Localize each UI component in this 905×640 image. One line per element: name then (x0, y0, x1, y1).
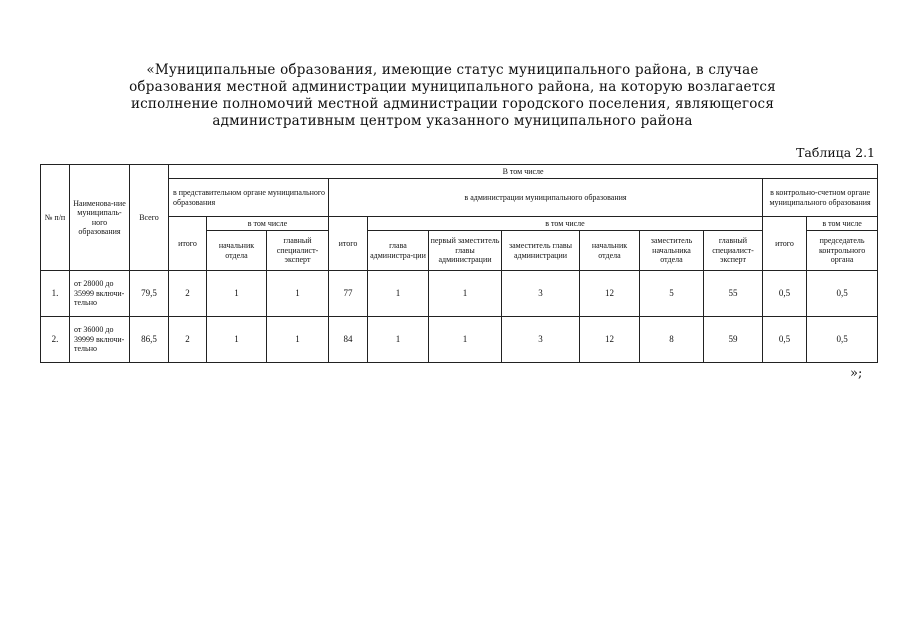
header-admin-including: в том числе (368, 217, 763, 231)
header-control-including: в том числе (807, 217, 878, 231)
cell-admin-deputy-head-dept: 8 (640, 317, 704, 363)
header-control-chair: председатель контрольного органа (807, 231, 878, 271)
heading-line: исполнение полномочий местной администрации городского поселения, являющегося (130, 96, 775, 112)
header-admin-head-dept: начальник отдела (580, 231, 640, 271)
cell-rep-total: 2 (169, 271, 207, 317)
cell-admin-head: 1 (368, 317, 429, 363)
header-admin-total: итого (329, 217, 368, 271)
cell-control-chair: 0,5 (807, 271, 878, 317)
header-group-control: в контрольно-счетном органе муниципального образования (763, 179, 878, 217)
heading-line: административным центром указанного муниципального района (212, 113, 693, 129)
header-rep-chief-spec: главный специалист-эксперт (267, 231, 329, 271)
header-including: В том числе (169, 165, 878, 179)
cell-admin-deputy: 3 (502, 317, 580, 363)
cell-control-chair: 0,5 (807, 317, 878, 363)
header-name: Наименова-ние муниципаль-ного образования (70, 165, 130, 271)
cell-rep-head-dept: 1 (207, 271, 267, 317)
cell-rep-chief-spec: 1 (267, 317, 329, 363)
header-admin-deputy-head-dept: заместитель начальника отдела (640, 231, 704, 271)
cell-name: от 36000 до 39999 включи-тельно (70, 317, 130, 363)
cell-admin-head-dept: 12 (580, 317, 640, 363)
cell-admin-head: 1 (368, 271, 429, 317)
cell-admin-chief-spec: 59 (704, 317, 763, 363)
cell-admin-deputy: 3 (502, 271, 580, 317)
table-row (41, 271, 878, 317)
heading-line: «Муниципальные образования, имеющие статус муниципального района, в случае (146, 62, 759, 78)
header-group-administration: в администрации муниципального образования (329, 179, 763, 217)
header-rep-including: в том числе (207, 217, 329, 231)
cell-admin-first-deputy: 1 (429, 271, 502, 317)
cell-admin-total: 77 (329, 271, 368, 317)
header-admin-head: глава администра-ции (368, 231, 429, 271)
cell-control-total: 0,5 (763, 317, 807, 363)
header-group-representative: в представительном органе муниципального образования (169, 179, 329, 217)
header-num: № п/п (41, 165, 70, 271)
header-admin-first-deputy: первый заместитель главы администрации (429, 231, 502, 271)
header-total: Всего (130, 165, 169, 271)
cell-admin-total: 84 (329, 317, 368, 363)
cell-num: 1. (41, 271, 70, 317)
header-control-total: итого (763, 217, 807, 271)
cell-total: 79,5 (130, 271, 169, 317)
cell-admin-deputy-head-dept: 5 (640, 271, 704, 317)
cell-total: 86,5 (130, 317, 169, 363)
closing-quote-mark: »; (850, 366, 863, 381)
cell-admin-head-dept: 12 (580, 271, 640, 317)
header-admin-chief-spec: главный специалист-эксперт (704, 231, 763, 271)
heading-line: образования местной администрации муниципального района, на которую возлагается (129, 79, 776, 95)
cell-rep-total: 2 (169, 317, 207, 363)
header-rep-total: итого (169, 217, 207, 271)
table-caption: Таблица 2.1 (796, 145, 875, 160)
cell-admin-chief-spec: 55 (704, 271, 763, 317)
cell-admin-first-deputy: 1 (429, 317, 502, 363)
header-rep-head-dept: начальник отдела (207, 231, 267, 271)
cell-rep-head-dept: 1 (207, 317, 267, 363)
document-heading (120, 62, 785, 130)
staffing-table (40, 164, 878, 363)
cell-num: 2. (41, 317, 70, 363)
table-row (41, 317, 878, 363)
cell-control-total: 0,5 (763, 271, 807, 317)
cell-rep-chief-spec: 1 (267, 271, 329, 317)
header-admin-deputy: заместитель главы администрации (502, 231, 580, 271)
cell-name: от 28000 до 35999 включи-тельно (70, 271, 130, 317)
